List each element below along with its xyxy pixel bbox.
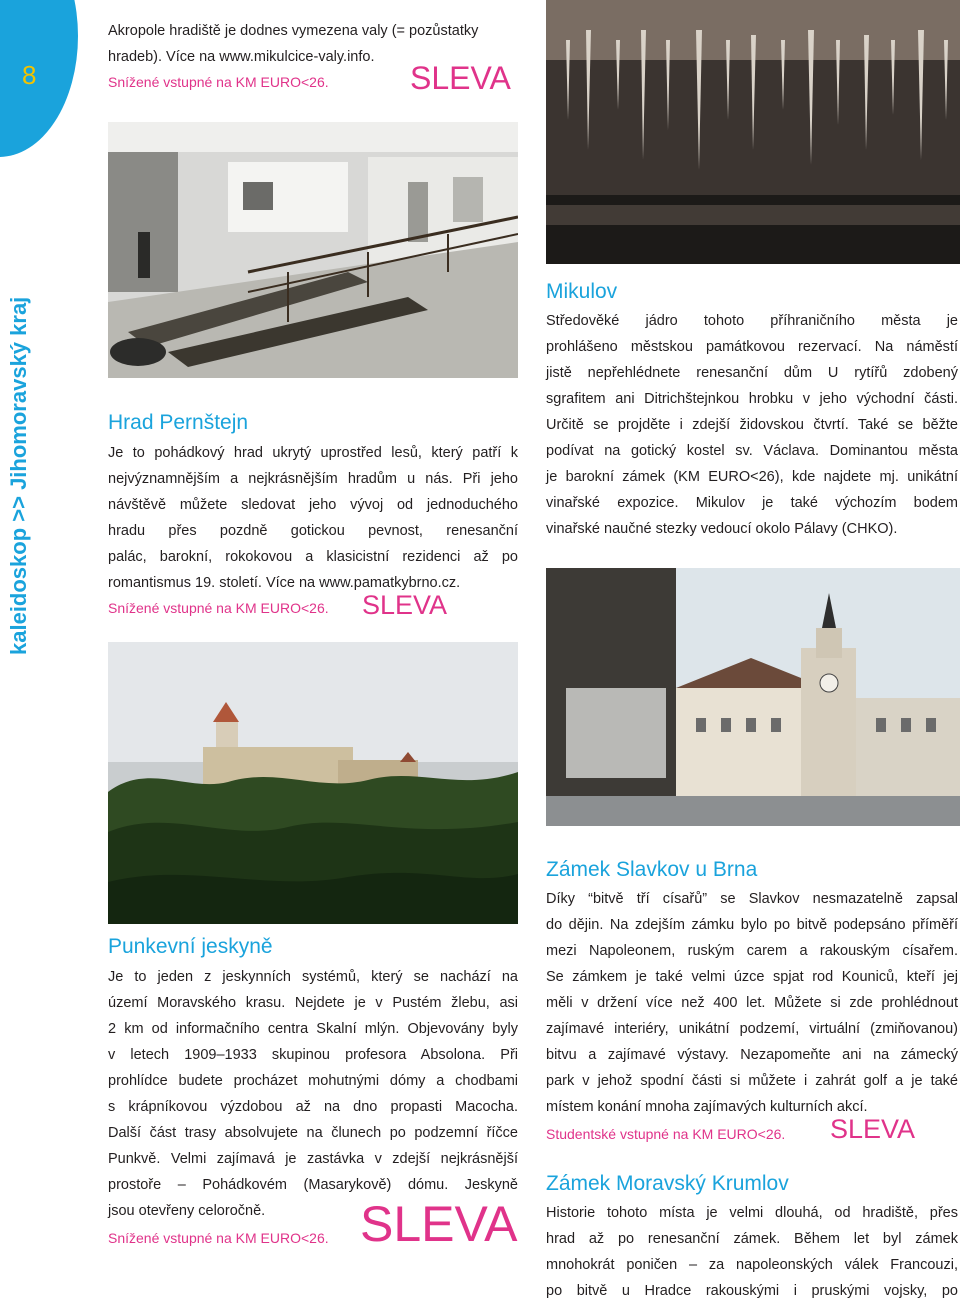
text-line: návštěvě můžete sledovat jeho vývoj od jednoduchého xyxy=(108,497,518,513)
text-line: hradeb). Více na www.mikulcice-valy.info. xyxy=(108,49,375,65)
text-line: Se zámkem je také velmi úzce spjat rod Kouniců, kteří jej xyxy=(546,969,958,985)
text-line: mnohokrát poničen – za napoleonských válek Francouzi, xyxy=(546,1257,958,1273)
heading-pernstejn: Hrad Pernštejn xyxy=(108,411,249,434)
text-line: měli v držení více než 400 let. Můžete si zde prohlédnout xyxy=(546,995,958,1011)
pernstejn-text xyxy=(108,440,518,596)
text-line: vinařské naučné stezky vedoucí okolo Pálavy (CHKO). xyxy=(546,521,898,537)
text-line: palác, barokní, rokokovou a klasicistní rezidenci až po xyxy=(108,549,518,565)
text-line: s krápníkovou výzdobou až na dno propasti Macocha. xyxy=(108,1099,518,1115)
text-line: po bitvě u Hradce rakouskými i pruskými vojsky, po xyxy=(546,1283,958,1299)
text-line: hradu přes pozdně gotickou pevnost, renesanční xyxy=(108,523,518,539)
text-line: romantismus 19. století. Více na www.pamatkybrno.cz. xyxy=(108,575,461,591)
sleva-label: SLEVA xyxy=(360,1196,518,1252)
page-number: 8 xyxy=(22,60,37,90)
text-line: jistě nepřehlédnete renesanční dům U rytířů zdobený xyxy=(546,365,958,381)
heading-krumlov: Zámek Moravský Krumlov xyxy=(546,1172,789,1195)
text-line: Díky “bitvě tří císařů” se Slavkov nesmazatelně zapsal xyxy=(546,891,958,907)
text-line: podívat na gotický kostel sv. Václava. Dominantou města xyxy=(546,443,958,459)
text-line: prohlášeno městskou památkovou rezervací. Na náměstí xyxy=(546,339,958,355)
discount-note: Snížené vstupné na KM EURO<26. xyxy=(108,1230,329,1246)
heading-slavkov: Zámek Slavkov u Brna xyxy=(546,858,758,881)
heading-mikulov: Mikulov xyxy=(546,280,618,303)
text-line: Punkvě. Velmi zajímavá je zastávka v zdejší nejkrásnější xyxy=(108,1151,518,1167)
pernstejn-castle-photo xyxy=(108,642,518,924)
text-line: park v jehož spodní části si můžete i zahrát golf a je také xyxy=(546,1073,958,1089)
cave-stalactites-photo xyxy=(546,0,960,264)
text-line: jsou otevřeny celoročně. xyxy=(108,1203,266,1219)
text-line: 2 km od informačního centra Skalní mlýn. Objevovány byly xyxy=(108,1021,518,1037)
text-line: území Moravského krasu. Nejdete je v Pustém žlebu, asi xyxy=(108,995,518,1011)
text-line: vinařské expozice. Mikulov je také výchozím bodem xyxy=(546,495,958,511)
sleva-label: SLEVA xyxy=(362,590,448,620)
section-title: kaleidoskop >> Jihomoravský kraj xyxy=(6,296,31,655)
discount-note: Studentské vstupné na KM EURO<26. xyxy=(546,1126,786,1142)
museum-interior-photo xyxy=(108,122,518,378)
text-line: je barokní zámek (KM EURO<26), kde najdete mj. unikátní xyxy=(546,469,958,485)
discount-note: Snížené vstupné na KM EURO<26. xyxy=(108,74,329,90)
sleva-label: SLEVA xyxy=(830,1114,916,1144)
heading-punkevni: Punkevní jeskyně xyxy=(108,935,273,958)
sleva-label: SLEVA xyxy=(410,60,511,96)
text-line: nejvýznamnějším a nejkrásnějším hradům u nás. Při jeho xyxy=(108,471,518,487)
text-line: místem konání mnoha zajímavých kulturních akcí. xyxy=(546,1099,868,1115)
text-line: mezi Napoleonem, ruským carem a rakouským císařem. xyxy=(546,943,958,959)
text-line: prohlídce budete procházet mohutnými dómy a chodbami xyxy=(108,1073,518,1089)
page-number-tab xyxy=(0,0,78,157)
text-line: Historie tohoto místa je velmi dlouhá, od hradiště, přes xyxy=(546,1205,958,1221)
discount-note: Snížené vstupné na KM EURO<26. xyxy=(108,600,329,616)
text-line: prostoře – Pohádkovém (Masarykově) dómu. Jeskyně xyxy=(108,1177,518,1193)
slavkov-text xyxy=(546,886,958,1120)
text-line: zajímavé interiéry, unikátní podzemí, virtuální (zmiňovanou) xyxy=(546,1021,958,1037)
text-line: bitvu a zajímavé výstavy. Nezapomeňte ani na zámecký xyxy=(546,1047,958,1063)
text-line: Je to jeden z jeskynních systémů, který se nachází na xyxy=(108,969,518,985)
krumlov-text xyxy=(546,1200,958,1304)
mikulov-town-square-photo xyxy=(546,568,960,826)
text-line: Středověké jádro tohoto příhraničního města je xyxy=(546,313,958,329)
text-line: sgrafitem ani Ditrichštejnkou hrobku v jeho východní části. xyxy=(546,391,958,407)
text-line: Akropole hradiště je dodnes vymezena valy (= pozůstatky xyxy=(108,23,479,39)
text-line: Další část trasy absolvujete na člunech po podzemní říčce xyxy=(108,1125,518,1141)
text-line: Je to pohádkový hrad ukrytý uprostřed lesů, který patří k xyxy=(108,445,518,461)
text-line: Určitě se projděte i zdejší židovskou čtvrtí. Také se běžte xyxy=(546,417,958,433)
punkevni-text xyxy=(108,964,518,1224)
text-line: hrad až po renesanční zámek. Během let byl zámek xyxy=(546,1231,958,1247)
text-line: v letech 1909–1933 skupinou profesora Absolona. Při xyxy=(108,1047,518,1063)
text-line: do dějin. Na zdejším zámku bylo po bitvě podepsáno příměří xyxy=(546,917,958,933)
mikulov-text xyxy=(546,308,958,542)
